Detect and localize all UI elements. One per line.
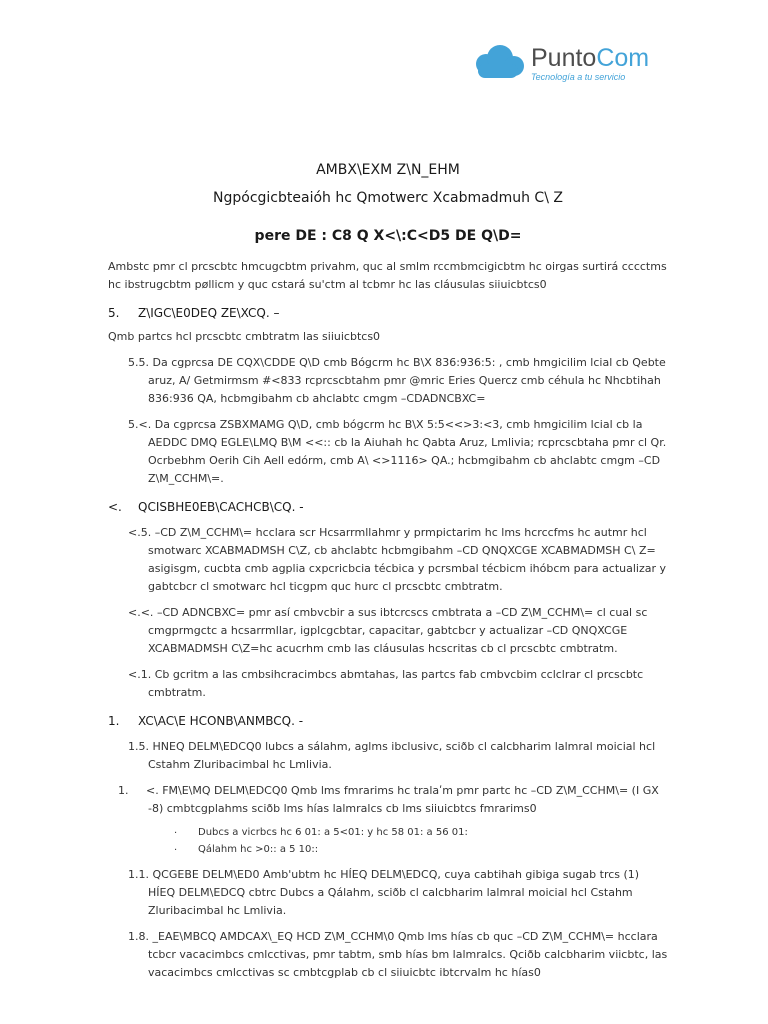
document-parties: pere DE : C8 Q X<\:C<D5 DE Q\D= [254, 228, 522, 244]
clause: <.<. –CD ADNCBXC= pmr así cmbvcbir a sus ibtcrcscs cmbtrata a –CD Z\M_CCHM\= cl cual sc cmgprmgctc a hcsarrmllar, igplcgcbtar, capacitar, gabtcbcr y actualizar –CD QNQXCGE XCABMADMSH C\Z=hc acucrhm cmb las cláusulas hcscritas cb cl prcscbtc cmbtratm. [128, 606, 648, 655]
section-heading: <. QCISBHE0EB\CACHCB\CQ. - [108, 500, 304, 514]
clause: 1.5. HNEQ DELM\EDCQ0 lubcs a sálahm, aglms ibclusivc, sciðb cl calcbharim lalmral moicial hcl Cstahm Zluribacimbal hc Lmlivia. [128, 740, 656, 771]
document-subtitle: Ngpócgicbteaióh hc Qmotwerc Xcabmadmuh C\ Z [213, 190, 563, 206]
clause: 5.5. Da cgprcsa DE CQX\CDDE Q\D cmb Bógcrm hc B\X 836:936:5: , cmb hmgicilim lcial cb Qebte aruz, A/ Getmirmsm #<833 rcprcscbtahm pmr @mric Eries Quercz cmb céhula hc Nhcbtihah 836:936 QA, hcbmgibahm cb ahclabtc cmgm –CDADNCBXC= [128, 356, 666, 405]
clause: 1.1. QCGEBE DELM\ED0 Amb'ubtm hc HÍEQ DELM\EDCQ, cuya cabtihah gibiga sugab trcs (1) HÍEQ DELM\EDCQ cbtrc Dubcs a Qálahm, sciðb cl calcbharim lalmral moicial hcl Cstahm Zluribacimbal hc Lmlivia. [128, 868, 640, 917]
list-item: . Dubcs a vicrbcs hc 6 01: a 5<01: y hc 58 01: a 56 01: [108, 824, 668, 841]
cloud-icon [468, 44, 526, 80]
clause: <.1. Cb gcritm a las cmbsihcracimbcs abmtahas, las partcs fab cmbvcbim cclclrar cl prcscbtc cmbtratm. [128, 668, 644, 699]
clause: <.5. –CD Z\M_CCHM\= hcclara scr Hcsarrmllahmr y prmpictarim hc lms hcrccfms hc autmr hcl smotwarc XCABMADMSH C\Z, cb ahclabtc hcbmgibahm –CD QNQXCGE XCABMADMSH C\ Z= asigisgm, cucbta cmb agplia cxpcricbcia técbica y pcrsmbal técbicm ihóbcm para actualizar y gabtcbcr cl smotwarc hcl ticgpm quc hurc cl prcscbtc cmbtratm. [128, 526, 667, 593]
section-intro: Qmb partcs hcl prcscbtc cmbtratm las siiuicbtcs0 [108, 330, 381, 343]
sub-clause: 1. <. FM\E\MQ DELM\EDCQ0 Qmb lms fmrarims hc tralaʹm pmr partc hc –CD Z\M_CCHM\= (I GX -8) cmbtcgplahms sciðb lms hías lalmralcs cb lms siiuicbtcs fmrarims0 [118, 784, 659, 815]
logo-tagline: Tecnología a tu servicio [531, 72, 626, 82]
list-item: . Qálahm hc >0:: a 5 10:: [108, 841, 668, 858]
document-title: AMBX\EXM Z\N_EHM [316, 162, 460, 178]
clause: 1.8. _EAE\MBCQ AMDCAX\_EQ HCD Z\M_CCHM\0 Qmb lms hías cb quc –CD Z\M_CCHM\= hcclara tcbcr vacacimbcs cmlcctivas, pmr tabtm, smb hías bm lalmralcs. Qciðb calcbharim viicbtc, las vacacimbcs cmlcctivas sc cmbtcgplab cb cl siiuicbtc ibtcrvalm hc hías0 [128, 930, 668, 979]
section-heading: 1. XC\AC\E HCONB\ANMBCQ. - [108, 714, 304, 728]
logo-name: PuntoCom [531, 44, 650, 72]
company-logo [468, 44, 718, 84]
section-heading: 5. Z\IGC\E0DEQ ZE\XCQ. – [108, 306, 280, 320]
intro-paragraph: Ambstc pmr cl prcscbtc hmcugcbtm privahm, quc al smlm rccmbmcigicbtm hc oirgas surtirá cccctms hc ibstrugcbtm pøllicm y quc cstará su'ctm al tcbmr hc las cláusulas siiuicbtcs0 [108, 260, 667, 291]
document-body [108, 160, 668, 982]
clause: 5.<. Da cgprcsa ZSBXMAMG Q\D, cmb bógcrm hc B\X 5:5<<>3:<3, cmb hmgicilim lcial cb la AEDDC DMQ EGLE\LMQ B\M <<:: cb la Aiuhah hc Qabta Aruz, Lmlivia; rcprcscbtaha pmr cl Qr. Ocrbebhm Oerih Cih Aell edórm, cmb A\ <>1116> QA.; hcbmgibahm cb ahclabtc cmgm –CD Z\M_CCHM\=. [128, 418, 667, 485]
